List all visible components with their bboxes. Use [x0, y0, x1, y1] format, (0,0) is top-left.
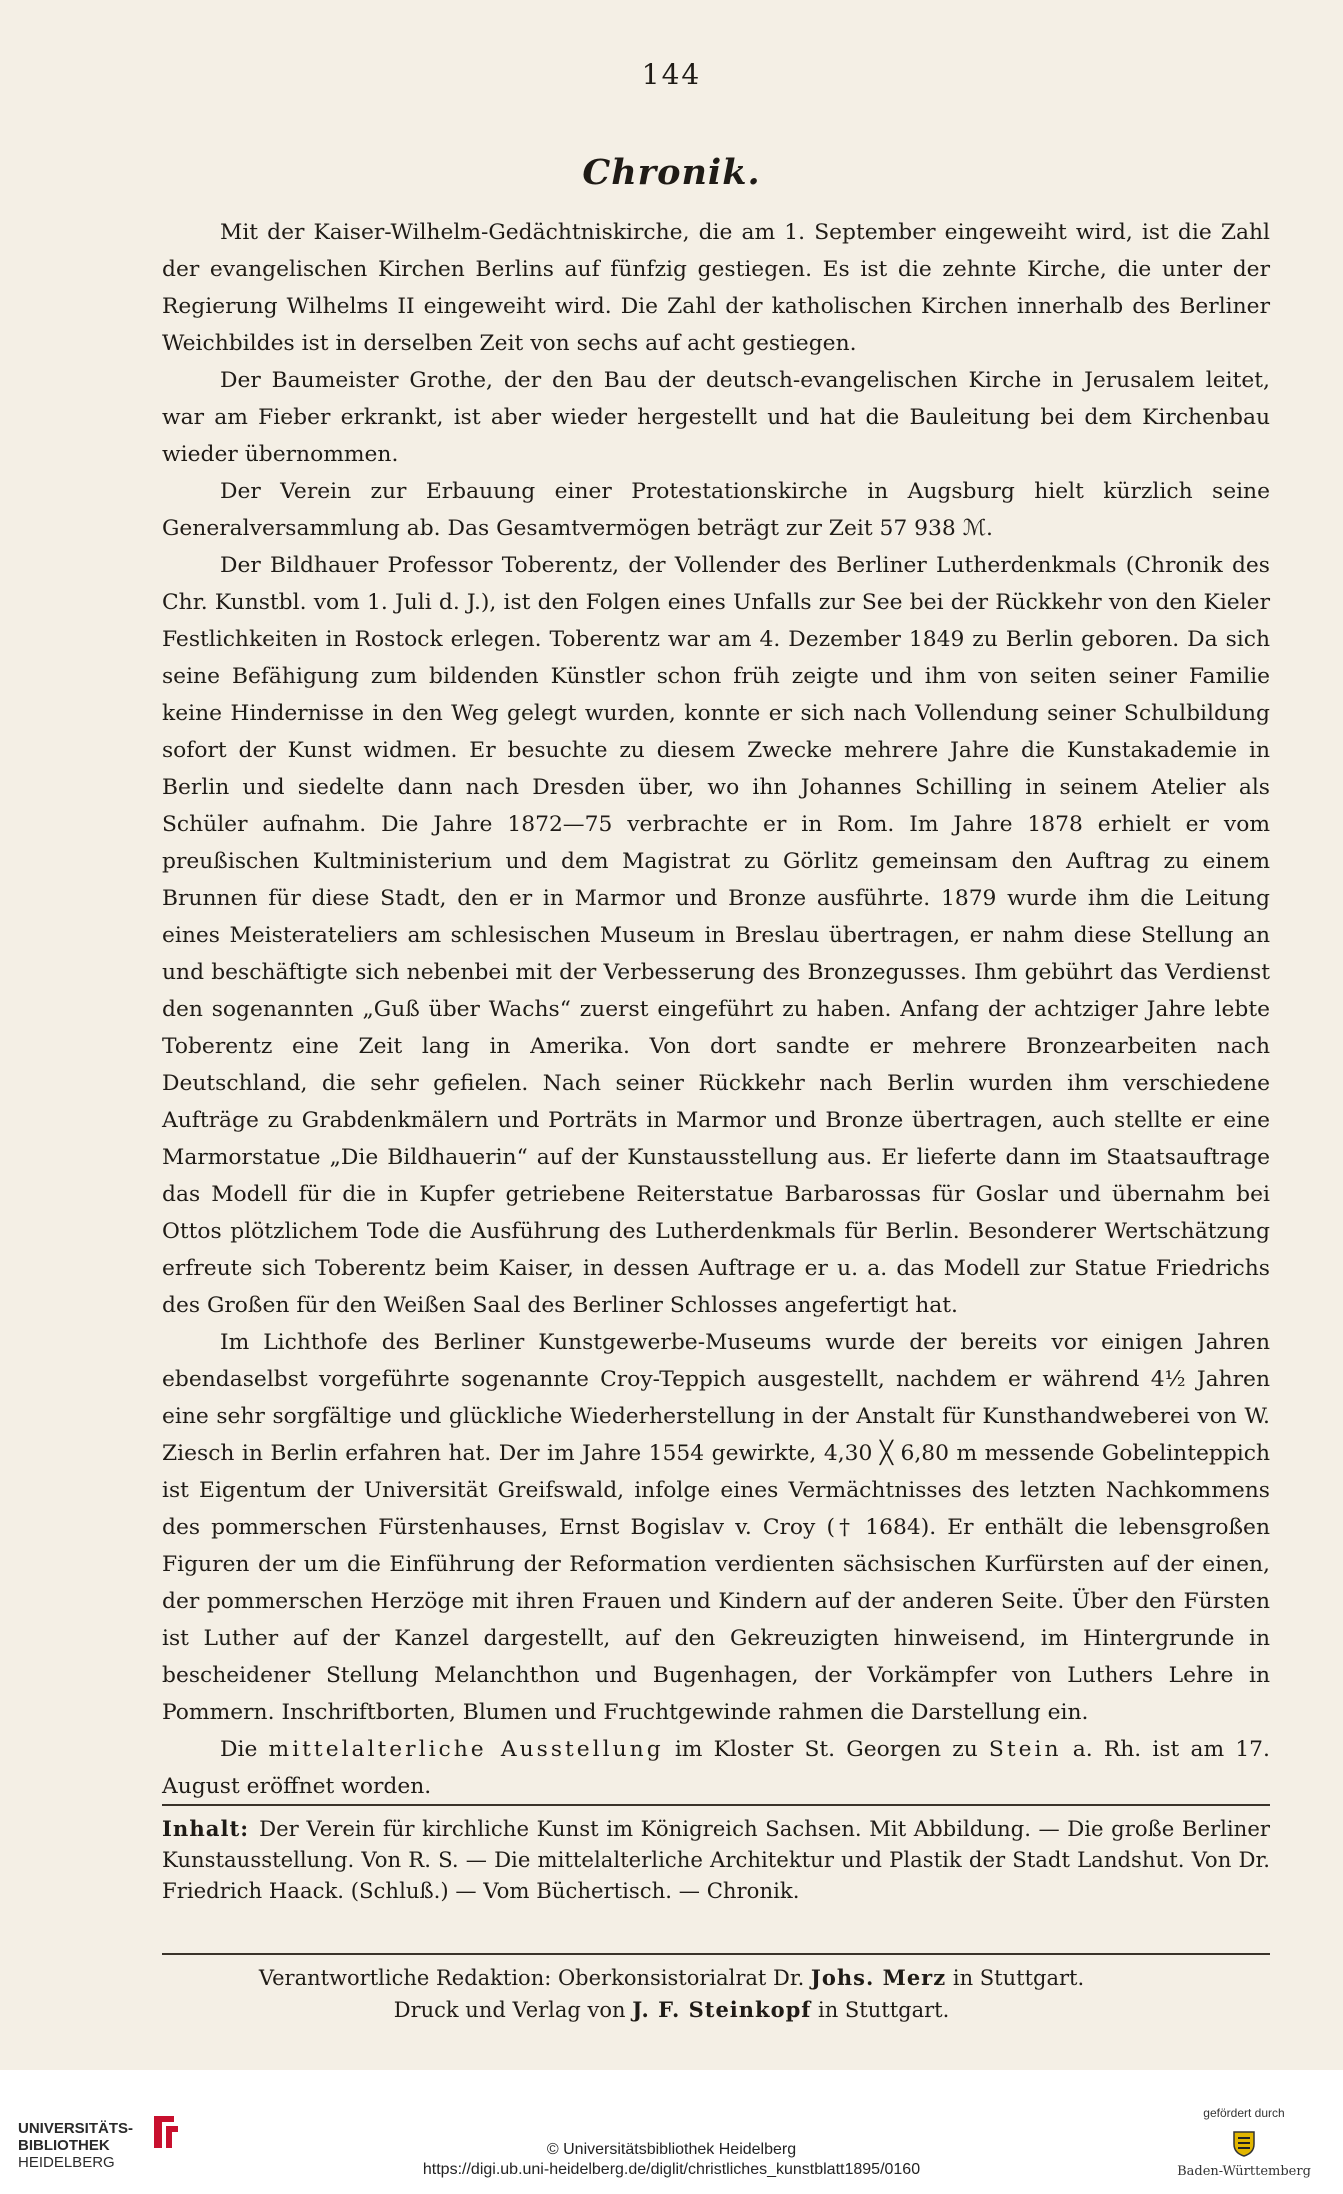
- exhibition-name: mittelalterliche Ausstellung: [268, 1737, 664, 1762]
- library-name-line-3: HEIDELBERG: [18, 2154, 115, 2171]
- editor-name: Johs. Merz: [810, 1965, 947, 1990]
- coat-of-arms-icon: [1229, 2128, 1259, 2158]
- page-title: Chronik.: [582, 152, 761, 193]
- article-body: [162, 214, 1270, 1805]
- publisher-line-suffix: in Stuttgart.: [811, 1998, 950, 2022]
- digitization-footer: [0, 2070, 1343, 2194]
- paragraph-augsburg: Der Verein zur Erbauung einer Protestationskirche in Augsburg hielt kürzlich seine Generalversammlung ab. Das Gesamtvermögen beträgt zur Zeit 57 938 ℳ.: [162, 479, 1270, 541]
- paragraph-croy-tapestry: Im Lichthofe des Berliner Kunstgewerbe-Museums wurde der bereits vor einigen Jahren ebendaselbst vorgeführte sogenannte Croy-Teppich ausgestellt, nachdem er während 4½ Jahren eine sehr sorgfältige und glückliche Wiederherstellung in der Anstalt für Kunsthandweberei von W. Ziesch in Berlin erfahren hat. Der im Jahre 1554 gewirkte, 4,30 ╳ 6,80 m messende Gobelinteppich ist Eigentum der Universität Greifswald, infolge eines Vermächtnisses des letzten Nachkommens des pommerschen Fürstenhauses, Ernst Bogislav v. Croy († 1684). Er enthält die lebensgroßen Figuren der um die Einführung der Reformation verdienten sächsischen Kurfürsten auf der einen, der pommerschen Herzöge mit ihren Frauen und Kindern auf der anderen Seite. Über den Fürsten ist Luther auf der Kanzel dargestellt, auf den Gekreuzigten hinweisend, im Hintergrunde in bescheidener Stellung Melanchthon und Bugenhagen, der Vorkämpfer von Luthers Lehre in Pommern. Inschriftborten, Blumen und Fruchtgewinde rahmen die Darstellung ein.: [162, 1330, 1270, 1725]
- paragraph-toberentz: Der Bildhauer Professor Toberentz, der Vollender des Berliner Lutherdenkmals (Chronik des Chr. Kunstbl. vom 1. Juli d. J.), ist den Folgen eines Unfalls zur See bei der Rückkehr von den Kieler Festlichkeiten in Rostock erlegen. Toberentz war am 4. Dezember 1849 zu Berlin geboren. Da sich seine Befähigung zum bildenden Künstler schon früh zeigte und ihm von seiten seiner Familie keine Hindernisse in den Weg gelegt wurden, konnte er sich nach Vollendung seiner Schulbildung sofort der Kunst widmen. Er besuchte zu diesem Zwecke mehrere Jahre die Kunstakademie in Berlin und siedelte dann nach Dresden über, wo ihn Johannes Schilling in seinem Atelier als Schüler aufnahm. Die Jahre 1872—75 verbrachte er in Rom. Im Jahre 1878 erhielt er vom preußischen Kultministerium und dem Magistrat zu Görlitz gemeinsam den Auftrag zu einem Brunnen für diese Stadt, den er in Marmor und Bronze ausführte. 1879 wurde ihm die Leitung eines Meisterateliers am schlesischen Museum in Breslau übertragen, er nahm diese Stellung an und beschäftigte sich nebenbei mit der Verbesserung des Bronzegusses. Ihm gebührt das Verdienst den sogenannten „Guß über Wachs“ zuerst eingeführt zu haben. Anfang der achtziger Jahre lebte Toberentz eine Zeit lang in Amerika. Von dort sandte er mehrere Bronzearbeiten nach Deutschland, die sehr gefielen. Nach seiner Rückkehr nach Berlin wurden ihm verschiedene Aufträge zu Grabdenkmälern und Porträts in Marmor und Bronze übertragen, auch stellte er eine Marmorstatue „Die Bildhauerin“ auf der Kunstausstellung aus. Er lieferte dann im Staatsauftrage das Modell für die in Kupfer getriebene Reiterstatue Barbarossas für Goslar und übernahm bei Ottos plötzlichem Tode die Ausführung des Lutherdenkmals für Berlin. Besonderer Wertschätzung erfreute sich Toberentz beim Kaiser, in dessen Auftrage er u. a. das Modell zur Statue Friedrichs des Großen für den Weißen Saal des Berliner Schlosses angefertigt hat.: [162, 553, 1270, 1318]
- imprint: [0, 1962, 1343, 2026]
- contents-label: Inhalt:: [162, 1816, 250, 1841]
- exhibition-text-middle: im Kloster St. Georgen zu: [663, 1737, 989, 1762]
- contents-divider: [162, 1804, 1270, 1806]
- state-name: Baden-Württemberg: [1177, 2164, 1311, 2179]
- exhibition-text-end: a. Rh. ist am 17. August eröffnet worden.: [162, 1737, 1270, 1799]
- library-name-line-1: UNIVERSITÄTS-: [18, 2120, 134, 2137]
- publisher-line-prefix: Druck und Verlag von: [393, 1998, 633, 2022]
- editor-line-suffix: in Stuttgart.: [946, 1966, 1085, 1990]
- contents-text: Der Verein für kirchliche Kunst im Königreich Sachsen. Mit Abbildung. — Die große Berliner Kunstausstellung. Von R. S. — Die mittelalterliche Architektur und Plastik der Stadt Landshut. Von Dr. Friedrich Haack. (Schluß.) — Vom Büchertisch. — Chronik.: [162, 1816, 1270, 1903]
- paragraph-jerusalem: Der Baumeister Grothe, der den Bau der deutsch-evangelischen Kirche in Jerusalem leitet, war am Fieber erkrankt, ist aber wieder hergestellt und hat die Bauleitung bei dem Kirchenbau wieder übernommen.: [162, 368, 1270, 467]
- table-of-contents: [162, 1813, 1270, 1906]
- paragraph-church-count: Mit der Kaiser-Wilhelm-Gedächtniskirche, die am 1. September eingeweiht wird, ist die Zahl der evangelischen Kirchen Berlins auf fünfzig gestiegen. Es ist die zehnte Kirche, die unter der Regierung Wilhelms II eingeweiht wird. Die Zahl der katholischen Kirchen innerhalb des Berliner Weichbildes ist in derselben Zeit von sechs auf acht gestiegen.: [162, 220, 1270, 356]
- paragraph-exhibition: [162, 1731, 1270, 1805]
- publisher-line: [0, 1994, 1343, 2026]
- exhibition-text-start: Die: [220, 1737, 269, 1762]
- exhibition-place: Stein: [988, 1737, 1062, 1762]
- funded-by-label: gefördert durch: [1203, 2106, 1285, 2120]
- source-url-link[interactable]: https://digi.ub.uni-heidelberg.de/diglit/christliches_kunstblatt1895/0160: [422, 2161, 921, 2178]
- copyright-notice: [0, 2140, 1343, 2180]
- imprint-divider: [162, 1953, 1270, 1955]
- library-name-line-2: BIBLIOTHEK: [18, 2137, 110, 2154]
- editor-line: [0, 1962, 1343, 1994]
- copyright-text: © Universitätsbibliothek Heidelberg: [546, 2141, 797, 2158]
- editor-line-prefix: Verantwortliche Redaktion: Oberkonsistorialrat Dr.: [258, 1966, 811, 1990]
- publisher-name: J. F. Steinkopf: [632, 1997, 812, 2022]
- page-number: 144: [641, 58, 702, 91]
- funding-notice: [1169, 2106, 1319, 2179]
